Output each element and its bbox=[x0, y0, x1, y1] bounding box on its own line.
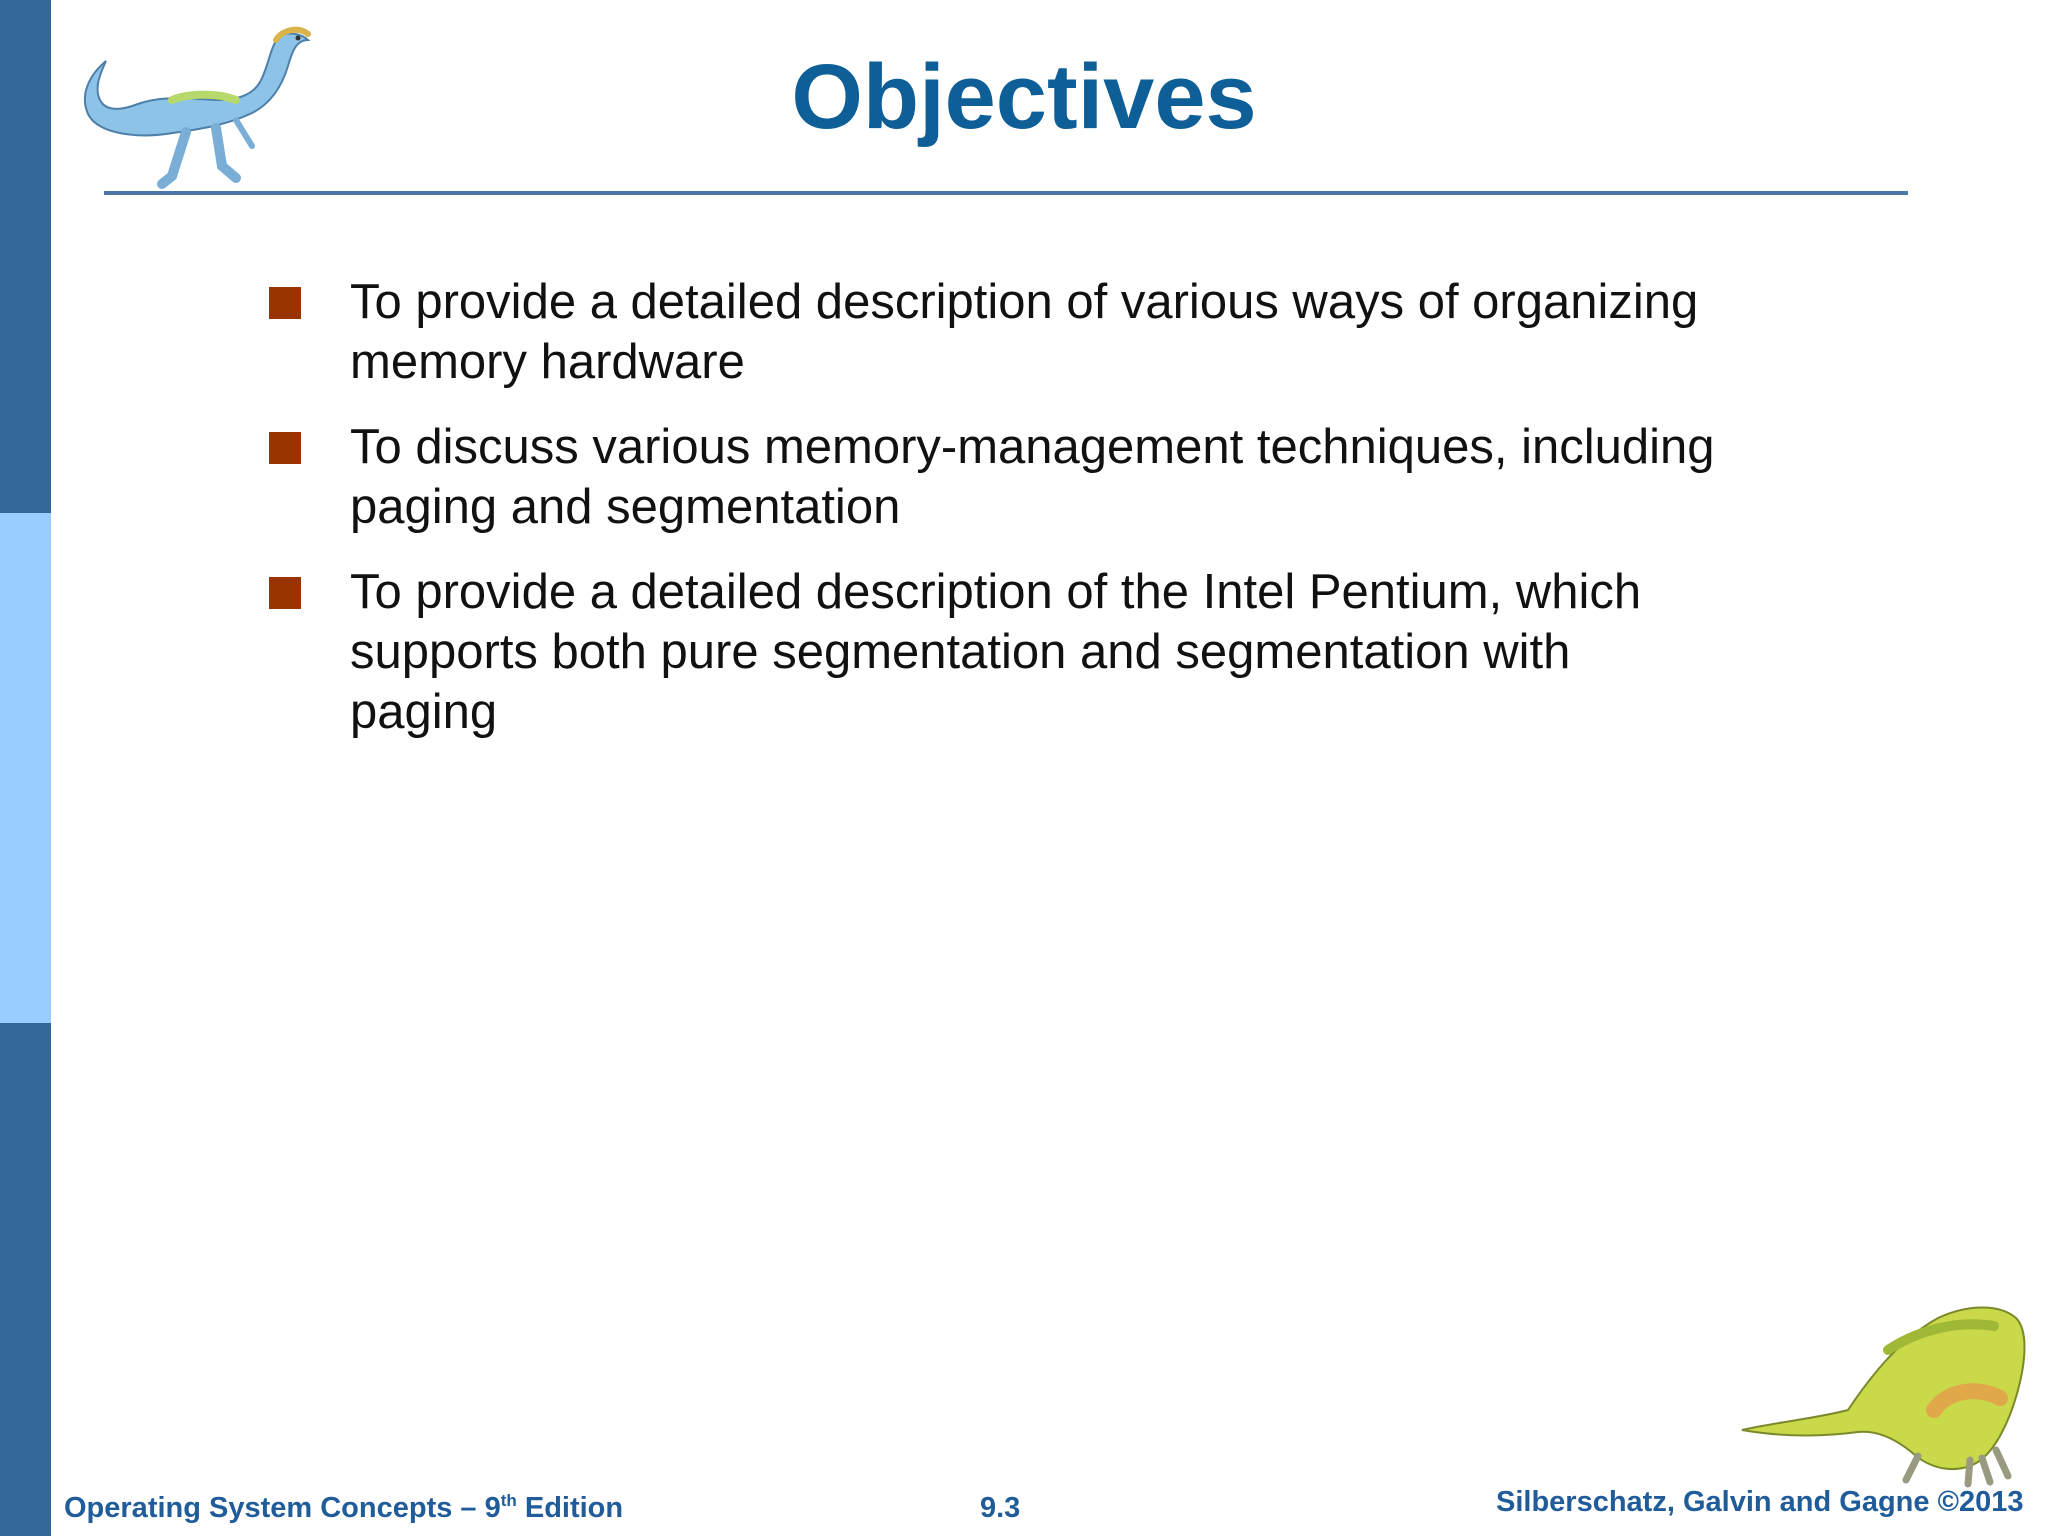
square-bullet-icon bbox=[269, 432, 301, 464]
bullet-item bbox=[268, 562, 1718, 742]
bullet-text: To provide a detailed description of various ways of organizing memory hardware bbox=[350, 275, 1699, 389]
footer-page-number: 9.3 bbox=[980, 1492, 1021, 1524]
bullet-text: To discuss various memory-management techniques, including paging and segmentation bbox=[350, 420, 1715, 534]
sidebar-band-middle bbox=[0, 513, 51, 1023]
sidebar-band-bottom bbox=[0, 1023, 51, 1536]
title-divider bbox=[104, 191, 1908, 195]
bullet-item bbox=[268, 417, 1718, 537]
bullet-list bbox=[268, 272, 1718, 767]
footer-book-title-prefix: Operating System Concepts – 9 bbox=[64, 1492, 501, 1524]
square-bullet-icon bbox=[269, 577, 301, 609]
footer-book-title-superscript: th bbox=[500, 1491, 517, 1510]
footer-book-title-suffix: Edition bbox=[516, 1492, 624, 1524]
bullet-text: To provide a detailed description of the Intel Pentium, which supports both pure segmentation and segmentation with paging bbox=[350, 565, 1642, 739]
slide-title: Objectives bbox=[791, 46, 1257, 148]
dinosaur-icon bbox=[1738, 1290, 2028, 1490]
footer-copyright: Silberschatz, Galvin and Gagne ©2013 bbox=[1496, 1486, 2024, 1518]
bullet-item bbox=[268, 272, 1718, 392]
square-bullet-icon bbox=[269, 287, 301, 319]
footer-book-title bbox=[64, 1492, 623, 1525]
